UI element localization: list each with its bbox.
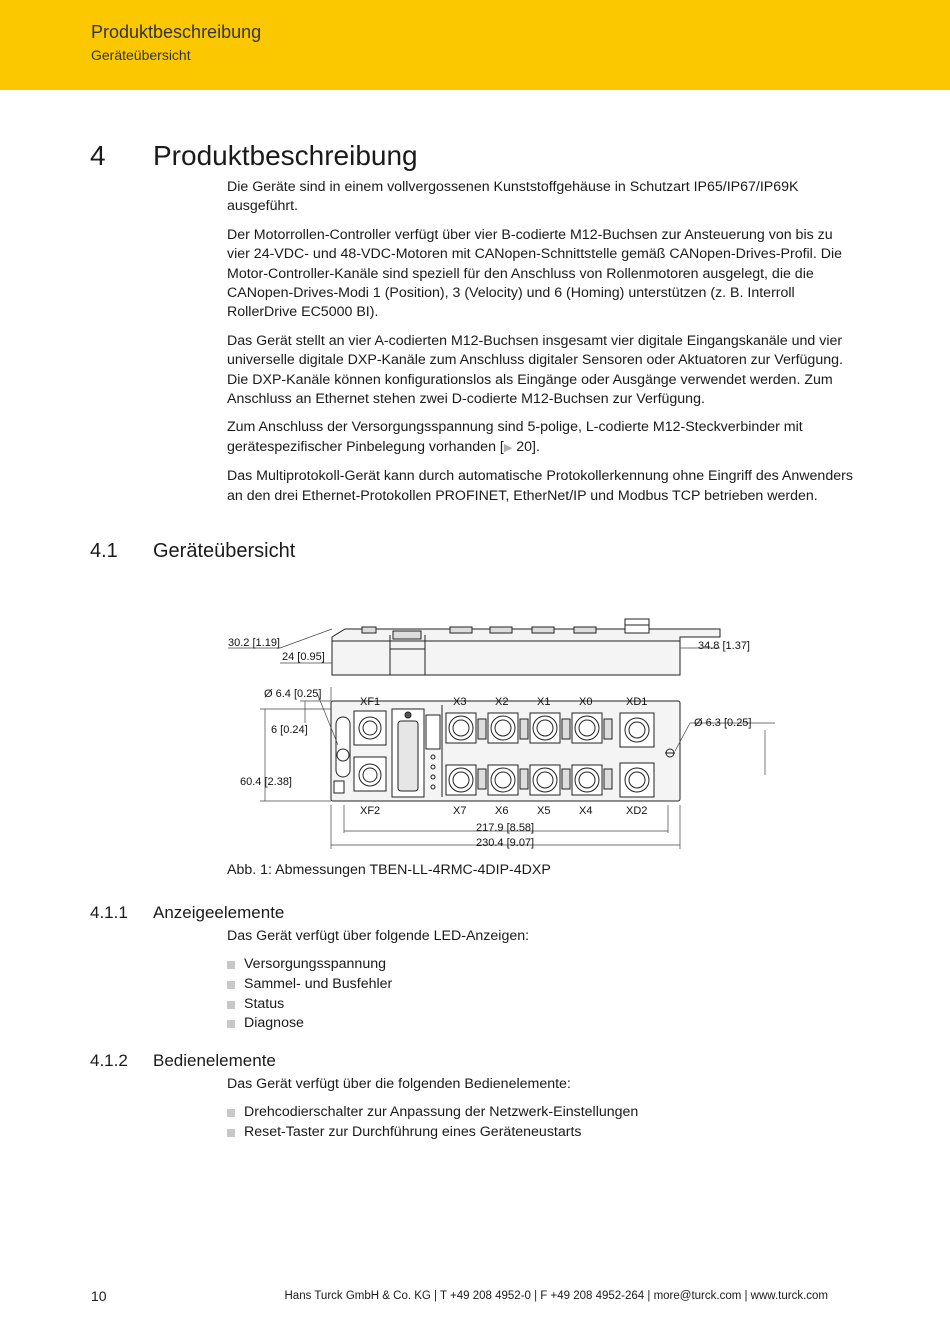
paragraph-4-text: Zum Anschluss der Versorgungsspannung sind 5-polige, L-codierte M12-Steckverbinder mit gerätespezifischer Pinbelegung vorhanden [ — [227, 419, 803, 455]
port-label-x6: X6 — [495, 805, 509, 817]
port-label-x4: X4 — [579, 805, 593, 817]
paragraph-5: Das Multiprotokoll-Gerät kann durch automatische Protokollerkennung ohne Eingriff des Anwenders an den drei Ethernet-Protokollen PROFINET, EtherNet/IP und Modbus TCP betrieben werden. — [227, 468, 853, 504]
led-list — [227, 955, 392, 1034]
dim-hole-left: Ø 6.4 [0.25] — [264, 688, 322, 700]
list-item: Sammel- und Busfehler — [227, 975, 392, 995]
list-item: Drehcodierschalter zur Anpassung der Netzwerk-Einstellungen — [227, 1103, 638, 1123]
list-item: Versorgungsspannung — [227, 955, 392, 975]
section-body — [227, 178, 857, 515]
subsection-number: 4.1 — [90, 540, 118, 562]
port-label-x7: X7 — [453, 805, 467, 817]
dim-height-total: 30.2 [1.19] — [228, 637, 280, 649]
list-item: Status — [227, 995, 392, 1015]
controls-list — [227, 1103, 638, 1143]
subsection-411-number: 4.1.1 — [90, 903, 128, 922]
footer-company: Hans Turck GmbH & Co. KG | T +49 208 4952-0 | F +49 208 4952-264 | more@turck.com | www.turck.com — [284, 1290, 828, 1302]
port-label-x1: X1 — [537, 696, 551, 708]
header-title: Produktbeschreibung — [91, 22, 262, 42]
subsection-412-intro: Das Gerät verfügt über die folgenden Bedienelemente: — [227, 1076, 571, 1092]
paragraph-1: Die Geräte sind in einem vollvergossenen Kunststoffgehäuse in Schutzart IP65/IP67/IP69K ausgeführt. — [227, 179, 799, 215]
paragraph-3: Das Gerät stellt an vier A-codierten M12-Buchsen insgesamt vier digitale Eingangskanäle und vier universelle digitale DXP-Kanäle zum Anschluss digitaler Sensoren oder Aktuatoren zur Verfügung. Die DXP-Kanäle können konfigurationslos als Eingänge oder Ausgänge verwendet werden. Zum Anschluss an Ethernet stehen zwei D-codierte M12-Buchsen zur Verfügung. — [227, 332, 843, 408]
port-label-x3: X3 — [453, 696, 467, 708]
dim-height-right: 34.8 [1.37] — [698, 640, 750, 652]
subsection-412-title: Bedienelemente — [153, 1051, 276, 1070]
subsection-title: Geräteübersicht — [153, 540, 296, 562]
section-title: Produktbeschreibung — [153, 140, 418, 171]
figure-caption: Abb. 1: Abmessungen TBEN-LL-4RMC-4DIP-4DXP — [227, 862, 551, 878]
device-dimension-drawing — [220, 605, 780, 855]
list-item: Reset-Taster zur Durchführung eines Geräteneustarts — [227, 1123, 638, 1143]
port-xd1 — [620, 713, 654, 747]
port-label-x0: X0 — [579, 696, 593, 708]
port-label-xf1: XF1 — [360, 696, 381, 708]
dim-length-inner: 217.9 [8.58] — [476, 822, 535, 834]
dim-hole-right: Ø 6.3 [0.25] — [694, 717, 752, 729]
port-xd2 — [620, 763, 654, 797]
port-label-xd2: XD2 — [626, 805, 648, 817]
header-subtitle: Geräteübersicht — [91, 47, 191, 63]
subsection-411-title: Anzeigeelemente — [153, 903, 285, 922]
header-band — [0, 0, 950, 90]
subsection-412-number: 4.1.2 — [90, 1051, 128, 1070]
section-number: 4 — [90, 140, 106, 171]
link-arrow-icon: ▶ — [503, 441, 513, 454]
subsection-411-intro: Das Gerät verfügt über folgende LED-Anzeigen: — [227, 928, 530, 944]
paragraph-2: Der Motorrollen-Controller verfügt über vier B-codierte M12-Buchsen zur Ansteuerung von bis zu vier 24-VDC- und 48-VDC-Motoren mit CANopen-Schnittstelle gemäß CANopen-Drives-Profil. Die Motor-Controller-Kanäle sind speziell für den Anschluss von Rollenmotoren ausgelegt, die die CANopen-Drives-Modi 1 (Position), 3 (Velocity) und 6 (Homing) unterstützen (z. B. Interroll RollerDrive EC5000 BI). — [227, 226, 843, 321]
dim-height-body: 24 [0.95] — [282, 651, 325, 663]
dim-width-device: 60.4 [2.38] — [240, 776, 292, 788]
paragraph-4-end: ]. — [532, 438, 540, 455]
dim-edge: 6 [0.24] — [271, 724, 308, 736]
page-number: 10 — [91, 1288, 107, 1304]
port-label-xf2: XF2 — [360, 805, 381, 817]
dim-length-total: 230.4 [9.07] — [476, 837, 535, 849]
list-item: Diagnose — [227, 1014, 392, 1034]
port-label-x5: X5 — [537, 805, 551, 817]
port-label-xd1: XD1 — [626, 696, 648, 708]
page-reference-link[interactable]: 20 — [516, 438, 533, 455]
port-label-x2: X2 — [495, 696, 509, 708]
paragraph-4 — [227, 418, 857, 458]
